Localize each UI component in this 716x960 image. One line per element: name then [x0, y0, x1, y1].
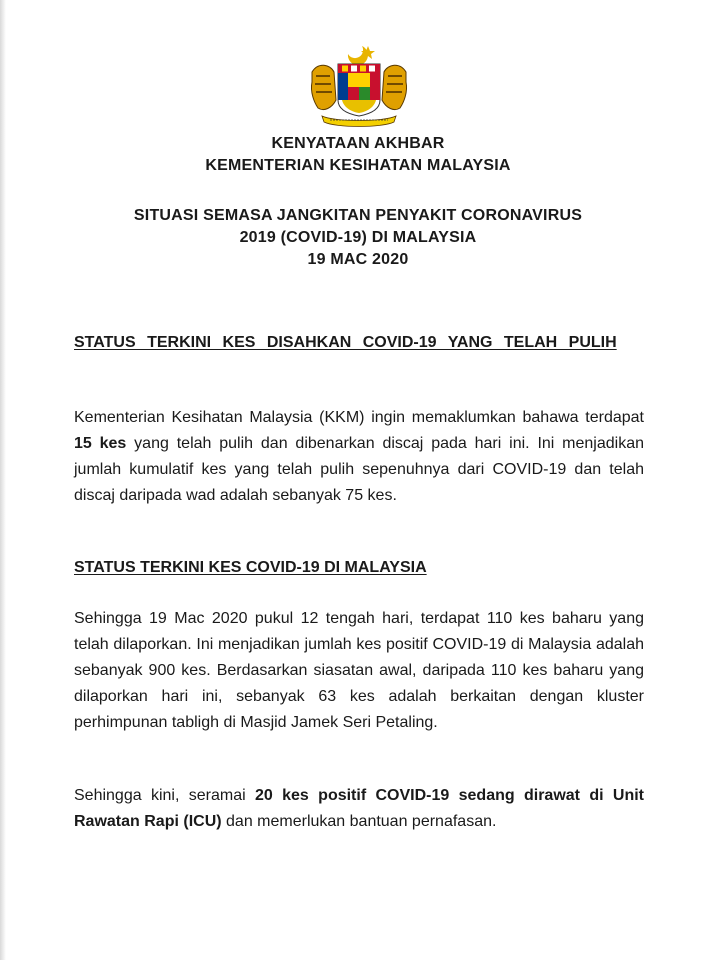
section-heading-recovered: STATUS TERKINI KES DISAHKAN COVID-19 YANG TELAH PULIH	[74, 334, 617, 351]
situation-title-line1: SITUASI SEMASA JANGKITAN PENYAKIT CORONAVIRUS	[133, 207, 583, 224]
paragraph-icu	[74, 783, 644, 835]
paragraph-recovered	[74, 405, 644, 509]
release-header	[0, 133, 716, 177]
malaysia-coat-of-arms-icon	[304, 42, 414, 128]
paragraph-recovered-text-1: Kementerian Kesihatan Malaysia (KKM) ingin memaklumkan bahawa terdapat	[74, 409, 644, 426]
release-date: 19 MAC 2020	[307, 251, 409, 268]
situation-title-line2: 2019 (COVID-19) DI MALAYSIA	[239, 229, 477, 246]
paragraph-recovered-bold: 15 kes	[74, 435, 127, 452]
ministry-name: KEMENTERIAN KESIHATAN MALAYSIA	[205, 157, 511, 174]
paragraph-icu-bold: 20 kes positif COVID-19 sedang dirawat di Unit Rawatan Rapi (ICU)	[74, 787, 645, 830]
release-type: KENYATAAN AKHBAR	[271, 135, 445, 152]
section-heading-status: STATUS TERKINI KES COVID-19 DI MALAYSIA	[74, 559, 427, 576]
paragraph-icu-text-1: Sehingga kini, seramai	[74, 787, 255, 804]
paragraph-new-cases: Sehingga 19 Mac 2020 pukul 12 tengah hari, terdapat 110 kes baharu yang telah dilaporkan. Ini menjadikan jumlah kes positif COVID-19 di Malaysia adalah sebanyak 900 kes. Berdasarkan siasatan awal, daripada 110 kes baharu yang dilaporkan hari ini, sebanyak 63 kes adalah berkaitan dengan kluster perhimpunan tabligh di Masjid Jamek Seri Petaling.	[74, 610, 644, 731]
situation-title	[0, 205, 716, 271]
paragraph-icu-text-2: dan memerlukan bantuan pernafasan.	[221, 813, 497, 830]
paragraph-recovered-text-2: yang telah pulih dan dibenarkan discaj pada hari ini. Ini menjadikan jumlah kumulatif kes yang telah pulih sepenuhnya dari COVID-19 dan telah discaj daripada wad adalah sebanyak 75 kes.	[74, 435, 645, 504]
